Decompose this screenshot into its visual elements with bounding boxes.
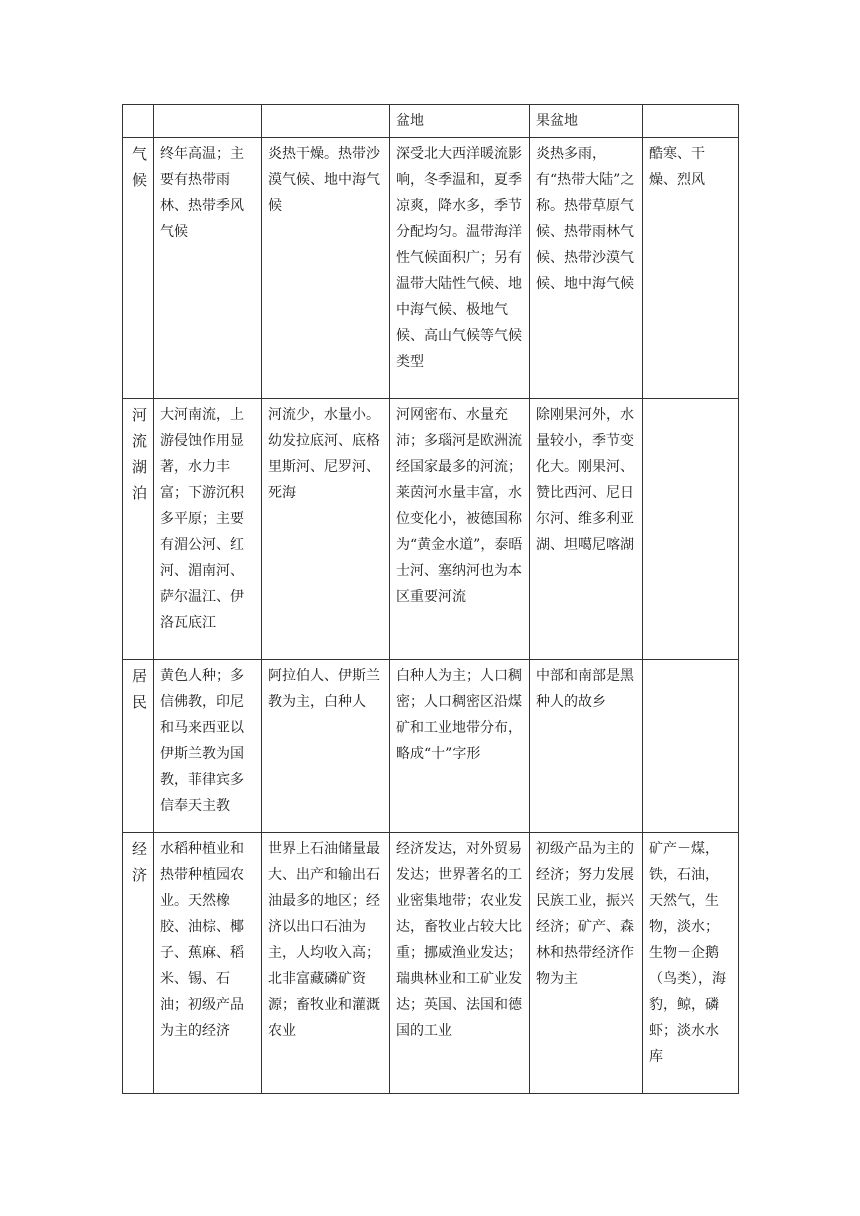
header-cell (123, 105, 154, 138)
table-cell: 深受北大西洋暖流影响，冬季温和，夏季凉爽，降水多，季节分配均匀。温带海洋性气候面积广；另有温带大陆性气候、地中海气候、极地气候、高山气候等气候类型 (390, 138, 530, 399)
table-cell: 终年高温；主要有热带雨林、热带季风气候 (154, 138, 262, 399)
table-cell: 炎热干燥。热带沙漠气候、地中海气候 (262, 138, 390, 399)
row-label-climate: 气候 (123, 138, 154, 399)
table-cell (643, 399, 739, 660)
table-cell: 黄色人种；多信佛教，印尼和马来西亚以伊斯兰教为国教，菲律宾多信奉天主教 (154, 660, 262, 833)
header-cell: 盆地 (390, 105, 530, 138)
table-cell: 白种人为主；人口稠密；人口稠密区沿煤矿和工业地带分布，略成“十”字形 (390, 660, 530, 833)
table-cell: 大河南流，上游侵蚀作用显著，水力丰富；下游沉积多平原；主要有湄公河、红河、湄南河、萨尔温江、伊洛瓦底江 (154, 399, 262, 660)
table-cell: 水稻种植业和热带种植园农业。天然橡胶、油棕、椰子、蕉麻、稻米、锡、石油；初级产品为主的经济 (154, 833, 262, 1094)
header-cell (262, 105, 390, 138)
table-cell: 世界上石油储量最大、出产和输出石油最多的地区；经济以出口石油为主，人均收入高；北非富藏磷矿资源；畜牧业和灌溉农业 (262, 833, 390, 1094)
header-cell (643, 105, 739, 138)
table-cell: 除刚果河外，水量较小，季节变化大。刚果河、赞比西河、尼日尔河、维多利亚湖、坦噶尼喀湖 (530, 399, 643, 660)
table-cell: 初级产品为主的经济；努力发展民族工业，振兴经济；矿产、森林和热带经济作物为主 (530, 833, 643, 1094)
table-cell: 经济发达，对外贸易发达；世界著名的工业密集地带；农业发达，畜牧业占较大比重；挪威渔业发达；瑞典林业和工矿业发达；英国、法国和德国的工业 (390, 833, 530, 1094)
table-row-economy (123, 833, 739, 1094)
table-cell: 河网密布、水量充沛；多瑙河是欧洲流经国家最多的河流；莱茵河水量丰富，水位变化小，被德国称为“黄金水道”，泰晤士河、塞纳河也为本区重要河流 (390, 399, 530, 660)
table-row-residents (123, 660, 739, 833)
table-cell: 中部和南部是黑种人的故乡 (530, 660, 643, 833)
table-cell: 河流少，水量小。幼发拉底河、底格里斯河、尼罗河、死海 (262, 399, 390, 660)
region-comparison-table (122, 104, 739, 1094)
header-cell (154, 105, 262, 138)
table-cell (643, 660, 739, 833)
row-label-residents: 居民 (123, 660, 154, 833)
table-row-climate (123, 138, 739, 399)
table-row-rivers-lakes (123, 399, 739, 660)
table-cell: 阿拉伯人、伊斯兰教为主，白种人 (262, 660, 390, 833)
header-cell: 果盆地 (530, 105, 643, 138)
table-cell: 酷寒、干燥、烈风 (643, 138, 739, 399)
table-cell: 矿产－煤，铁，石油，天然气，生物，淡水；生物－企鹅（鸟类），海豹，鲸，磷虾；淡水水库 (643, 833, 739, 1094)
table-header-row (123, 105, 739, 138)
row-label-rivers-lakes: 河流湖泊 (123, 399, 154, 660)
table-cell: 炎热多雨，有“热带大陆”之称。热带草原气候、热带雨林气候、热带沙漠气候、地中海气候 (530, 138, 643, 399)
row-label-economy: 经济 (123, 833, 154, 1094)
